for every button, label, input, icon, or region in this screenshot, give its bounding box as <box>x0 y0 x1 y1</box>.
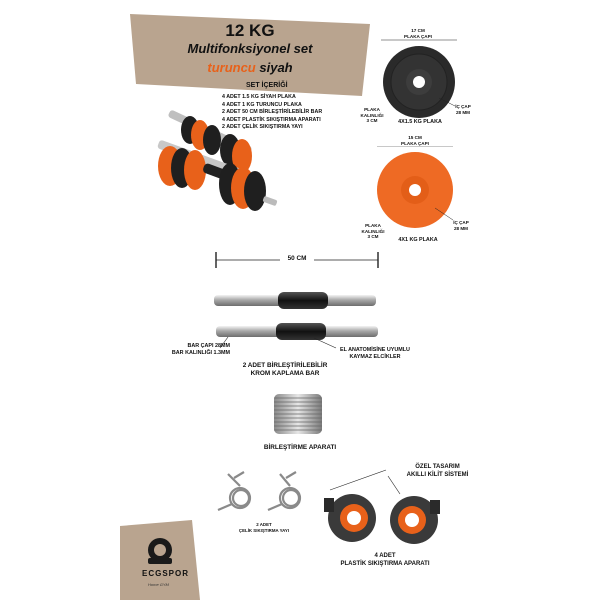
plastic-collars-image <box>318 468 448 548</box>
collars-caption <box>320 552 450 568</box>
set-item: 2 ADET 50 CM BİRLEŞTİRİLEBİLİR BAR <box>222 109 323 116</box>
note-line: 3 CM <box>366 118 378 124</box>
chrome-bars-image <box>214 290 380 350</box>
caption-line: 2 ADET <box>256 522 272 527</box>
set-item: 4 ADET PLASTİK SIKIŞTIRMA APARATI <box>222 116 321 123</box>
set-item: 4 ADET 1.5 KG SİYAH PLAKA <box>222 94 296 100</box>
orange-plate-inner <box>448 220 474 231</box>
note-line: ÖZEL TASARIM <box>415 464 460 470</box>
brand-tagline: Home GYM <box>148 582 169 587</box>
note-line: İÇ ÇAP <box>453 220 469 225</box>
black-plate-dim-value: 17 CM <box>411 28 425 33</box>
black-plate-thickness <box>357 107 387 124</box>
spring-collars-image <box>214 468 314 516</box>
orange-plate-dim-value: 15 CM <box>408 135 422 140</box>
set-item: 2 ADET ÇELİK SIKIŞTIRMA YAYI <box>222 124 303 131</box>
note-line: BAR KALINLIĞI 1.3MM <box>171 350 230 356</box>
bar-spec-note <box>130 343 230 357</box>
grip-note <box>330 347 420 361</box>
caption-line: KROM KAPLAMA BAR <box>250 370 320 378</box>
banner-color-orange: turuncu <box>207 60 256 75</box>
orange-plate-dim <box>390 135 440 146</box>
caption-line: 4 ADET <box>374 553 396 559</box>
banner-color-black: siyah <box>259 60 293 75</box>
note-line: KALINLIĞI <box>360 112 384 118</box>
caption-line: ÇELİK SIKIŞTIRMA YAYI <box>238 527 290 533</box>
note-line: EL ANATOMİSİNE UYUMLU <box>340 347 410 353</box>
orange-plate-dim-label: PLAKA ÇAPI <box>401 140 429 146</box>
set-title: SET İÇERİĞİ <box>246 82 288 89</box>
note-line: 3 CM <box>367 234 379 240</box>
set-item: 4 ADET 1 KG TURUNCU PLAKA <box>222 101 302 108</box>
bar-caption <box>225 362 345 379</box>
note-line: İÇ ÇAP <box>455 104 471 109</box>
caption-line: PLASTİK SIKIŞTIRMA APARATI <box>340 561 430 567</box>
banner-weight: 12 KG <box>225 21 275 40</box>
dumbbell-set-image <box>155 108 280 216</box>
banner-subtitle: Multifonksiyonel set <box>187 41 313 56</box>
caption-line: 2 ADET BİRLEŞTİRİLEBİLİR <box>242 362 328 369</box>
connector-image <box>270 390 326 438</box>
note-line: PLAKA <box>365 223 381 228</box>
black-plate-caption: 4X1.5 KG PLAKA <box>398 119 442 125</box>
orange-plate-image <box>373 146 457 234</box>
note-line: KALINLIĞI <box>361 228 385 234</box>
bar-length-label: 50 CM <box>287 255 307 262</box>
connector-caption: BİRLEŞTİRME APARATI <box>263 444 337 451</box>
note-line: BAR ÇAPI 28MM <box>187 343 230 349</box>
note-line: 28 MM <box>453 225 469 231</box>
banner-colors <box>130 60 370 75</box>
logo-corner <box>120 520 200 600</box>
note-line: PLAKA <box>364 107 380 112</box>
note-line: 28 MM <box>455 109 471 115</box>
note-line: AKILLI KİLİT SİSTEMİ <box>406 472 469 478</box>
note-line: KAYMAZ ELCİKLER <box>349 354 401 360</box>
black-plate-inner <box>450 104 476 115</box>
springs-caption <box>218 522 310 533</box>
brand-logo: ECGSPOR <box>142 569 190 578</box>
orange-plate-caption: 4X1 KG PLAKA <box>398 237 438 243</box>
black-plate-dim-label: PLAKA ÇAPI <box>404 33 432 39</box>
